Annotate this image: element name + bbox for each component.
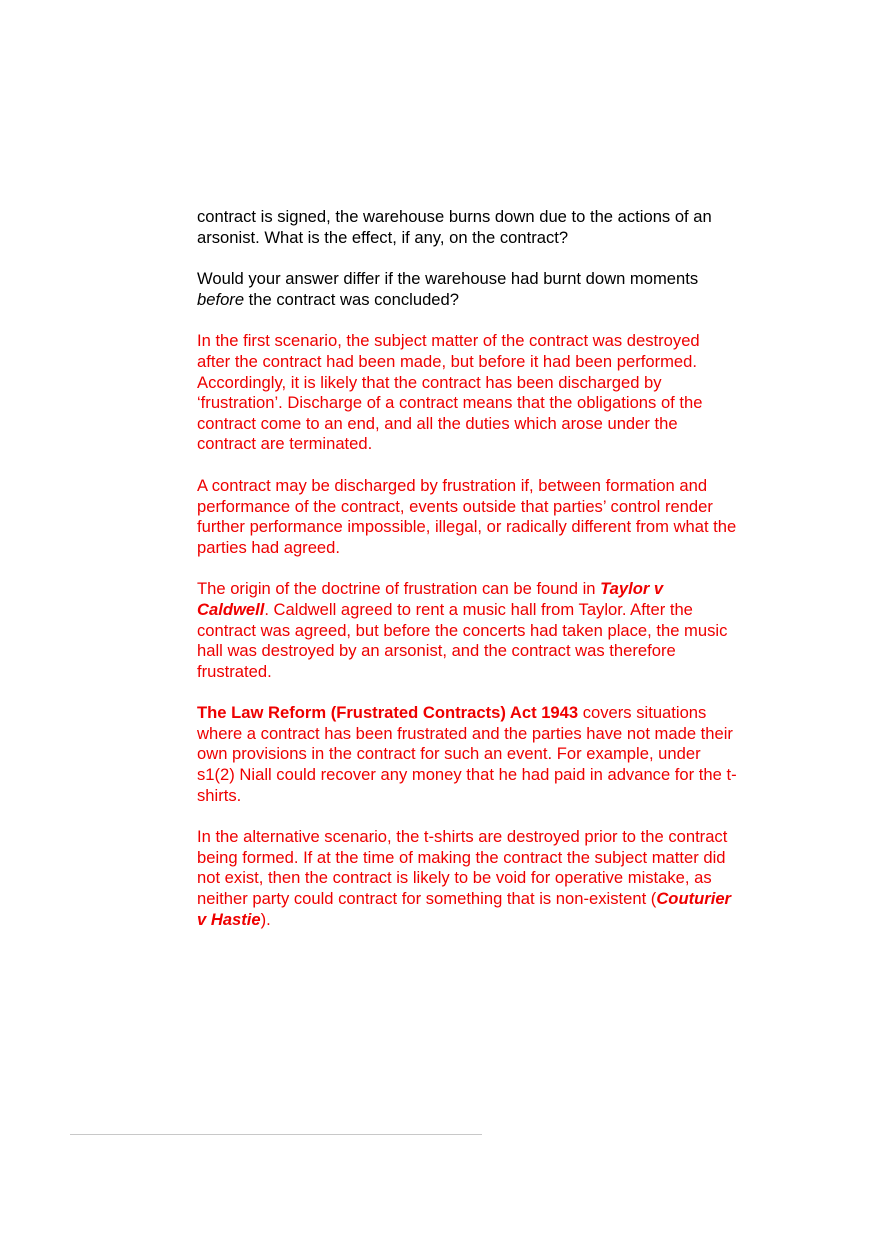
question-paragraph-2 <box>197 269 737 310</box>
answer-text-4-end: covers situations where a contract has been frustrated and the parties have not made their own provisions in the contract for such an event. For example, under s1(2) Niall could recover any money that he had paid in advance for the t-shirts. <box>197 703 737 805</box>
answer-text-3-start: The origin of the doctrine of frustration can be found in <box>197 579 601 599</box>
answer-text-1: In the first scenario, the subject matter of the contract was destroyed after the contract had been made, but before it had been performed. Accordingly, it is likely that the contract has been discharged by ‘frustration’. Discharge of a contract means that the obligations of the contract come to an end, and all the duties which arose under the contract are terminated. <box>197 331 703 454</box>
answer-text-5-start: In the alternative scenario, the t-shirts are destroyed prior to the contract being formed. If at the time of making the contract the subject matter did not exist, then the contract is likely to be void for operative mistake, as neither party could contract for something that is non-existent ( <box>197 827 728 909</box>
question-text-2-start: Would your answer differ if the warehouse had burnt down moments <box>197 269 699 289</box>
document-body <box>197 207 737 951</box>
answer-text-5-end: ). <box>260 909 271 929</box>
answer-paragraph-1 <box>197 331 737 455</box>
question-text-2-end: the contract was concluded? <box>244 289 459 309</box>
footnote-separator <box>70 1134 482 1135</box>
answer-paragraph-3 <box>197 579 737 682</box>
answer-paragraph-5 <box>197 827 737 930</box>
answer-paragraph-4 <box>197 703 737 806</box>
question-paragraph-1 <box>197 207 737 248</box>
statute-name: The Law Reform (Frustrated Contracts) Act 1943 <box>197 703 579 723</box>
answer-text-2: A contract may be discharged by frustration if, between formation and performance of the contract, events outside that parties’ control render further performance impossible, illegal, or radically different from what the parties had agreed. <box>197 475 737 557</box>
emphasis-before: before <box>197 289 245 309</box>
question-text-1: contract is signed, the warehouse burns down due to the actions of an arsonist. What is the effect, if any, on the contract? <box>197 207 712 247</box>
case-name-couturier-v-hastie: Couturier v Hastie <box>197 889 731 929</box>
answer-text-3-end: . Caldwell agreed to rent a music hall from Taylor. After the contract was agreed, but before the concerts had taken place, the music hall was destroyed by an arsonist, and the contract was therefore frustrated. <box>197 599 728 681</box>
answer-paragraph-2 <box>197 476 737 558</box>
case-name-taylor-v-caldwell: Taylor v Caldwell <box>197 579 664 619</box>
